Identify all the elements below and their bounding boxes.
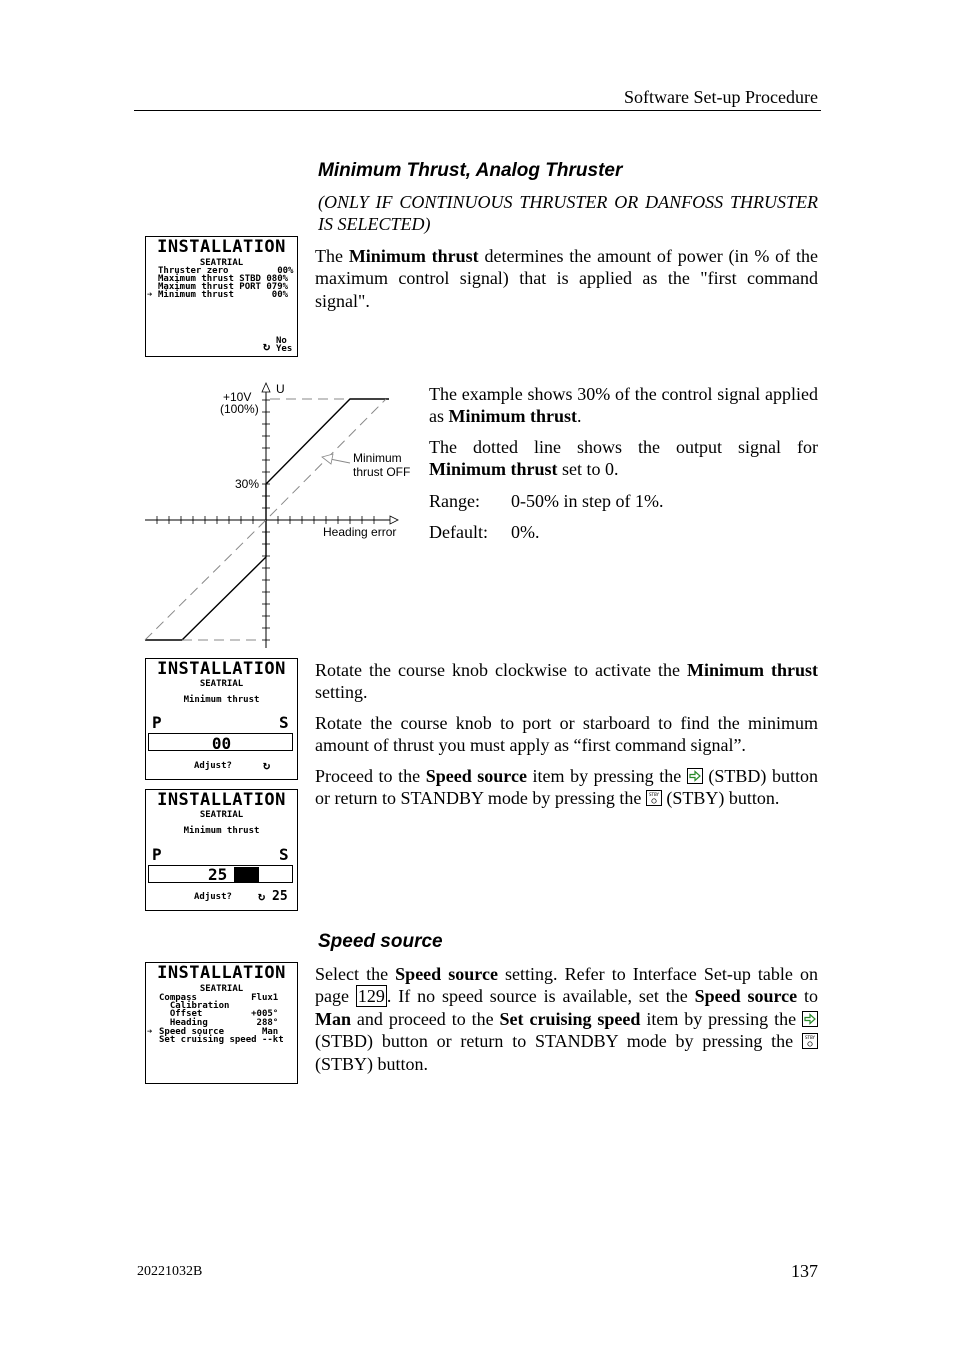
- graph-description: [429, 383, 818, 489]
- range-value: 0-50% in step of 1%.: [511, 491, 664, 511]
- lcd-subtitle: SEATRIAL: [199, 679, 244, 689]
- lcd-prompt-yes: Yes: [276, 344, 293, 354]
- lcd-prompt-no: No: [276, 336, 287, 346]
- graph-label-10v: +10V: [223, 390, 252, 404]
- lcd-port-label: P: [152, 845, 162, 864]
- lcd-line: Maximum thrust STBD 080%: [158, 274, 289, 284]
- lcd-line: Calibration: [159, 1001, 230, 1011]
- lcd-title: INSTALLATION: [157, 790, 286, 810]
- lcd-value: 25: [208, 865, 228, 884]
- lcd-stbd-label: S: [279, 713, 289, 732]
- document-code: 20221032B: [137, 1264, 203, 1279]
- lcd-line: Heading 288°: [159, 1018, 279, 1028]
- lcd-title: INSTALLATION: [157, 237, 286, 257]
- speed-source-text: Select the Speed source setting. Refer to Interface Set-up table on page 129 . If no speed source is available, set the Speed source to Man and proceed to the Set cruising speed item by pressing the (STBD) button or return to STANDBY mode by pressing the STBY (STBY) button.: [315, 964, 818, 1074]
- lcd-line: Compass Flux1: [159, 993, 279, 1003]
- lcd-line: Set cruising speed --kt: [159, 1035, 284, 1045]
- graph-pointer-arrow-icon: [322, 454, 333, 464]
- lcd-line: Maximum thrust PORT 079%: [158, 282, 289, 292]
- rotate-knob-icon: ↻: [263, 758, 271, 772]
- minimum-thrust-graph: [140, 380, 425, 650]
- lcd-minimum-thrust-adjusted: [145, 789, 298, 911]
- graph-paragraph: The example shows 30% of the control signal applied as Minimum thrust.: [429, 384, 818, 427]
- lcd-speed-source-menu: [145, 962, 298, 1084]
- graph-label-thrust-off: thrust OFF: [353, 465, 411, 479]
- section-heading-speed-source: Speed source: [318, 931, 443, 952]
- lcd-item: Minimum thrust: [183, 826, 260, 836]
- lcd-subtitle: SEATRIAL: [199, 258, 244, 268]
- lcd-title: INSTALLATION: [157, 963, 286, 983]
- lcd-adjust-value: 25: [272, 889, 288, 904]
- page-number: 137: [791, 1261, 818, 1281]
- adjust-instructions: [315, 659, 818, 817]
- header-rule: [134, 110, 821, 111]
- lcd-title: INSTALLATION: [157, 659, 286, 679]
- section-heading-minimum-thrust: Minimum Thrust, Analog Thruster: [318, 160, 623, 181]
- minimum-thrust-intro: The Minimum thrust determines the amount of power (in % of the maximum control signal) that is applied as the "first command signal".: [315, 246, 818, 311]
- lcd-item: Minimum thrust: [183, 695, 260, 705]
- lcd-line: Thruster zero 00%: [158, 266, 294, 276]
- graph-label-30: 30%: [235, 477, 260, 491]
- default-value: 0%.: [511, 522, 540, 542]
- rotate-knob-icon: ↻: [263, 339, 271, 353]
- lcd-line-selected: Minimum thrust 00%: [158, 290, 289, 300]
- lcd-value: 00: [211, 734, 232, 753]
- stbd-button-icon: [687, 768, 703, 784]
- lcd-selected-arrow-icon: ➔: [147, 1027, 153, 1037]
- stby-button-icon: [646, 790, 662, 806]
- lcd-minimum-thrust-adjust: [145, 658, 298, 780]
- lcd-installation-menu: [145, 236, 298, 357]
- graph-label-u: U: [276, 382, 285, 396]
- lcd-thrust-fill: [234, 867, 259, 883]
- graph-x-arrow-icon: [390, 516, 398, 524]
- instruction-paragraph: Rotate the course knob to port or starboard to find the minimum amount of thrust you must apply as “first command signal”.: [315, 712, 818, 756]
- lcd-port-label: P: [152, 713, 162, 732]
- instruction-paragraph: Proceed to the Speed source item by pressing the (STBD) button or return to STANDBY mode by pressing the STBY (STBY) button.: [315, 765, 818, 809]
- range-label: Range:: [429, 491, 480, 511]
- lcd-line: Offset +005°: [159, 1009, 279, 1019]
- graph-label-heading-error: Heading error: [323, 525, 397, 539]
- stbd-button-icon: [802, 1011, 818, 1027]
- rotate-knob-icon: ↻: [258, 889, 266, 903]
- lcd-stbd-label: S: [279, 845, 289, 864]
- svg-text:STBY: STBY: [805, 1035, 815, 1041]
- graph-paragraph: The dotted line shows the output signal for Minimum thrust set to 0.: [429, 436, 818, 480]
- default-label: Default:: [429, 522, 488, 542]
- lcd-adjust-prompt: Adjust?: [194, 761, 232, 771]
- lcd-adjust-prompt: Adjust?: [194, 892, 232, 902]
- page-reference-link[interactable]: 129: [357, 986, 385, 1007]
- lcd-subtitle: SEATRIAL: [199, 984, 244, 994]
- running-header: Software Set-up Procedure: [624, 87, 818, 107]
- graph-label-100: (100%): [220, 402, 259, 416]
- svg-text:STBY: STBY: [648, 792, 659, 798]
- condition-note: (ONLY IF CONTINUOUS THRUSTER OR DANFOSS THRUSTER IS SELECTED): [318, 192, 818, 235]
- lcd-selected-arrow-icon: ➔: [147, 290, 153, 300]
- stby-button-icon: [802, 1033, 818, 1049]
- graph-label-minimum: Minimum: [353, 451, 402, 465]
- graph-y-arrow-icon: [262, 383, 270, 392]
- instruction-paragraph: Rotate the course knob clockwise to activate the Minimum thrust setting.: [315, 660, 818, 703]
- lcd-line-selected: Speed source Man: [159, 1027, 279, 1037]
- lcd-subtitle: SEATRIAL: [199, 810, 244, 820]
